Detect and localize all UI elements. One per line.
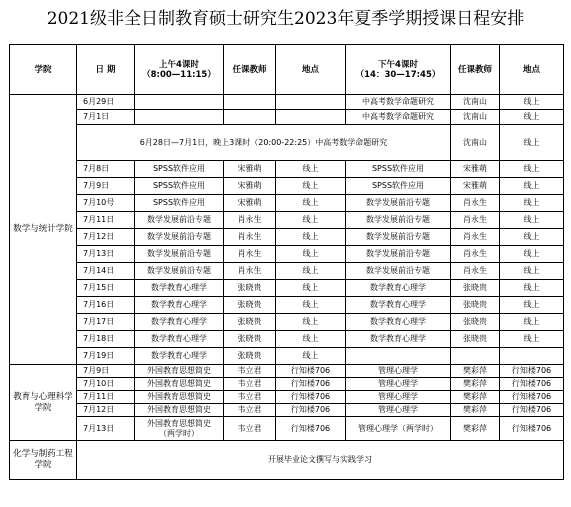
header-row [10,45,564,95]
cell-date: 7月9日 [77,365,135,378]
cell-am-course: SPSS软件应用 [135,178,224,195]
cell-am-course: 数学教育心理学 [135,331,224,348]
header-pm-title: 下午4课时 [378,59,418,70]
cell-am-course: SPSS软件应用 [135,161,224,178]
cell-am-place: 线上 [276,229,346,246]
cell-pm-teacher: 樊彩萍 [451,378,500,391]
cell-am-teacher: 韦立君 [224,404,276,417]
cell-am-place: 行知楼706 [276,417,346,441]
cell-date: 7月10号 [77,195,135,212]
table-row [10,280,564,297]
cell-am-place: 线上 [276,331,346,348]
cell-am-teacher: 肖永生 [224,212,276,229]
header-pm [346,45,451,95]
cell-am-course: 数学发展前沿专题 [135,246,224,263]
college-edu: 教育与心理科学学院 [10,365,77,441]
cell-pm-course: 数学发展前沿专题 [346,246,451,263]
cell-pm-teacher: 沈南山 [451,95,500,110]
cell-am-place: 线上 [276,314,346,331]
cell-pm-place: 线上 [500,195,564,212]
table-row [10,212,564,229]
cell-pm-teacher: 肖永生 [451,263,500,280]
cell-am-course-line: 外国教育思想简史 [147,418,211,428]
college-chem: 化学与制药工程学院 [10,441,77,480]
cell-date: 7月17日 [77,314,135,331]
cell-date: 7月1日 [77,110,135,125]
cell-pm-course [346,348,451,365]
table-row [10,391,564,404]
cell-date: 7月18日 [77,331,135,348]
table-row [10,95,564,110]
cell-pm-teacher: 宋雅萌 [451,178,500,195]
cell-pm-place: 线上 [500,314,564,331]
cell-pm-course: 数学发展前沿专题 [346,195,451,212]
cell-pm-teacher: 樊彩萍 [451,417,500,441]
cell-date: 7月9日 [77,178,135,195]
cell-date: 7月13日 [77,417,135,441]
cell-am-teacher [224,95,276,110]
cell-am-course: 数学教育心理学 [135,314,224,331]
cell-date: 7月10日 [77,378,135,391]
header-am [135,45,224,95]
cell-date: 7月15日 [77,280,135,297]
cell-am-teacher: 张晓贵 [224,280,276,297]
header-am-teacher: 任课教师 [224,45,276,95]
college-math: 数学与统计学院 [10,95,77,365]
cell-pm-place: 线上 [500,297,564,314]
table-row [10,365,564,378]
cell-pm-course: 中高考数学命题研究 [346,95,451,110]
header-pm-teacher: 任课教师 [451,45,500,95]
cell-pm-teacher: 肖永生 [451,229,500,246]
cell-am-course [135,95,224,110]
cell-am-course: 外国教育思想简史 [135,378,224,391]
cell-am-place: 线上 [276,263,346,280]
cell-am-place: 线上 [276,348,346,365]
cell-am-course: 数学发展前沿专题 [135,229,224,246]
cell-am-teacher: 韦立君 [224,391,276,404]
table-row [10,125,564,161]
cell-pm-course: SPSS软件应用 [346,178,451,195]
cell-pm-teacher: 张晓贵 [451,331,500,348]
cell-am-course [135,110,224,125]
cell-am-teacher: 肖永生 [224,246,276,263]
cell-pm-teacher: 樊彩萍 [451,391,500,404]
cell-pm-teacher: 樊彩萍 [451,365,500,378]
cell-pm-course: 管理心理学 [346,404,451,417]
cell-evening-note: 6月28日—7月1日，晚上3课时（20:00-22:25）中高考数学命题研究 [77,125,451,161]
cell-pm-teacher: 张晓贵 [451,314,500,331]
cell-am-teacher: 张晓贵 [224,348,276,365]
cell-pm-teacher: 宋雅萌 [451,161,500,178]
header-date: 日 期 [77,45,135,95]
cell-pm-course: 管理心理学 [346,391,451,404]
cell-am-course: 外国教育思想简史 [135,391,224,404]
table-row [10,246,564,263]
cell-am-place: 行知楼706 [276,378,346,391]
cell-am-course: 数学教育心理学 [135,297,224,314]
cell-pm-course: 数学发展前沿专题 [346,212,451,229]
cell-am-place [276,95,346,110]
cell-am-place [276,110,346,125]
header-am-title: 上午4课时 [159,59,199,70]
schedule-table [9,44,564,480]
cell-pm-teacher: 张晓贵 [451,280,500,297]
cell-chem-activity: 开展毕业论文撰写与实践学习 [77,441,564,480]
cell-pm-teacher [451,348,500,365]
cell-am-place: 线上 [276,280,346,297]
cell-am-course: SPSS软件应用 [135,195,224,212]
cell-pm-place: 线上 [500,280,564,297]
table-row [10,417,564,441]
cell-am-teacher: 韦立君 [224,417,276,441]
cell-pm-place: 线上 [500,246,564,263]
header-pm-place: 地点 [500,45,564,95]
cell-am-course: 数学发展前沿专题 [135,212,224,229]
cell-pm-place: 线上 [500,110,564,125]
cell-am-teacher: 韦立君 [224,365,276,378]
cell-am-place: 线上 [276,195,346,212]
cell-date: 7月14日 [77,263,135,280]
cell-am-course [135,417,224,441]
cell-am-course-note: （两学时） [159,428,199,438]
cell-am-course: 数学教育心理学 [135,280,224,297]
table-row [10,297,564,314]
cell-am-place: 行知楼706 [276,365,346,378]
cell-am-place: 线上 [276,246,346,263]
cell-am-place: 线上 [276,297,346,314]
cell-pm-place: 行知楼706 [500,391,564,404]
cell-am-course: 外国教育思想简史 [135,365,224,378]
cell-pm-course: 管理心理学（两学时） [346,417,451,441]
cell-am-teacher: 肖永生 [224,229,276,246]
table-row [10,178,564,195]
cell-am-teacher: 肖永生 [224,263,276,280]
cell-date: 7月12日 [77,229,135,246]
cell-pm-course: 数学发展前沿专题 [346,263,451,280]
cell-am-place: 线上 [276,161,346,178]
cell-am-course: 数学发展前沿专题 [135,263,224,280]
cell-pm-teacher: 樊彩萍 [451,404,500,417]
header-am-time: （8:00—11:15） [142,69,216,80]
cell-pm-course: 数学教育心理学 [346,297,451,314]
cell-pm-place: 线上 [500,161,564,178]
cell-am-teacher [224,110,276,125]
table-row [10,161,564,178]
cell-pm-place: 行知楼706 [500,404,564,417]
cell-am-place: 线上 [276,212,346,229]
cell-pm-place [500,348,564,365]
cell-pm-course: 中高考数学命题研究 [346,110,451,125]
cell-date: 7月11日 [77,391,135,404]
table-row [10,110,564,125]
cell-pm-place: 线上 [500,178,564,195]
header-college: 学院 [10,45,77,95]
cell-am-teacher: 张晓贵 [224,331,276,348]
cell-pm-place: 线上 [500,229,564,246]
cell-am-teacher: 宋雅萌 [224,195,276,212]
cell-am-place: 线上 [276,178,346,195]
cell-pm-place: 行知楼706 [500,378,564,391]
cell-pm-course: 管理心理学 [346,378,451,391]
header-am-place: 地点 [276,45,346,95]
cell-pm-course: SPSS软件应用 [346,161,451,178]
cell-am-teacher: 张晓贵 [224,297,276,314]
cell-date: 7月16日 [77,297,135,314]
cell-pm-course: 数学教育心理学 [346,280,451,297]
table-row [10,404,564,417]
cell-date: 7月11日 [77,212,135,229]
table-row [10,441,564,480]
table-row [10,348,564,365]
cell-date: 7月13日 [77,246,135,263]
cell-pm-teacher: 沈南山 [451,125,500,161]
cell-pm-place: 线上 [500,95,564,110]
table-row [10,314,564,331]
cell-am-teacher: 韦立君 [224,378,276,391]
cell-am-teacher: 宋雅萌 [224,178,276,195]
cell-pm-teacher: 肖永生 [451,195,500,212]
cell-date: 7月12日 [77,404,135,417]
cell-pm-course: 数学教育心理学 [346,314,451,331]
cell-pm-place: 线上 [500,212,564,229]
cell-pm-teacher: 张晓贵 [451,297,500,314]
cell-date: 7月19日 [77,348,135,365]
page-title: 2021级非全日制教育硕士研究生2023年夏季学期授课日程安排 [46,9,525,29]
cell-pm-place: 线上 [500,263,564,280]
cell-date: 7月8日 [77,161,135,178]
table-row [10,195,564,212]
cell-am-place: 行知楼706 [276,404,346,417]
cell-am-course: 数学教育心理学 [135,348,224,365]
cell-am-place: 行知楼706 [276,391,346,404]
cell-am-teacher: 张晓贵 [224,314,276,331]
cell-pm-course: 管理心理学 [346,365,451,378]
cell-pm-course: 数学发展前沿专题 [346,229,451,246]
cell-pm-place: 行知楼706 [500,365,564,378]
cell-pm-place: 线上 [500,331,564,348]
cell-pm-place: 线上 [500,125,564,161]
header-pm-time: （14：30—17:45） [355,69,441,80]
cell-pm-course: 数学教育心理学 [346,331,451,348]
table-row [10,263,564,280]
cell-pm-teacher: 肖永生 [451,212,500,229]
cell-pm-teacher: 沈南山 [451,110,500,125]
cell-am-teacher: 宋雅萌 [224,161,276,178]
cell-date: 6月29日 [77,95,135,110]
table-row [10,378,564,391]
cell-am-course: 外国教育思想简史 [135,404,224,417]
table-row [10,331,564,348]
table-row [10,229,564,246]
cell-pm-place: 行知楼706 [500,417,564,441]
cell-pm-teacher: 肖永生 [451,246,500,263]
